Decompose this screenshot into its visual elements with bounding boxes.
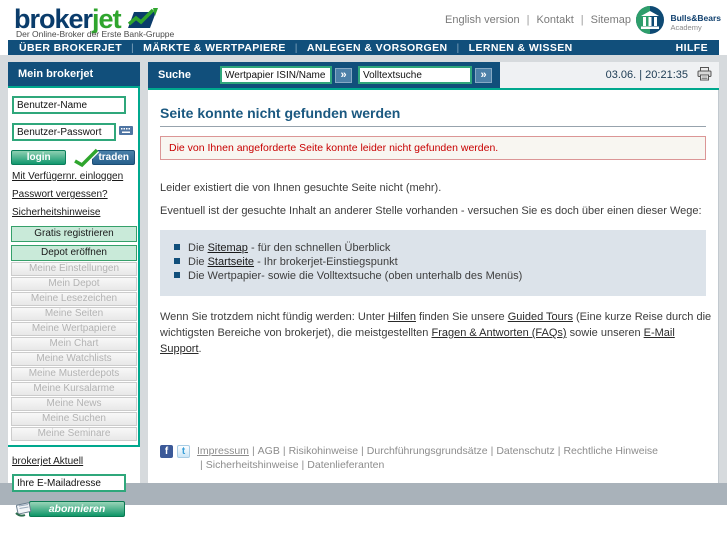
password-row bbox=[11, 123, 135, 141]
separator: | bbox=[580, 14, 584, 26]
header bbox=[0, 0, 727, 40]
nav-anlegen-vorsorgen[interactable]: ANLEGEN & VORSORGEN bbox=[306, 41, 448, 54]
link-sicherheitshinweise[interactable]: Sicherheitshinweise bbox=[12, 207, 101, 218]
sidebar-item-lesezeichen: Meine Lesezeichen bbox=[11, 292, 137, 306]
error-message-box: Die von Ihnen angeforderte Seite konnte leider nicht gefunden werden. bbox=[160, 136, 706, 160]
paragraph-not-exists: Leider existiert die von Ihnen gesuchte Seite nicht (mehr). bbox=[160, 182, 442, 194]
isin-search-input[interactable] bbox=[220, 66, 332, 84]
academy-subtitle: Academy bbox=[670, 23, 702, 32]
square-bullet-icon bbox=[174, 258, 180, 264]
footer-links bbox=[197, 444, 658, 472]
link-sitemap[interactable]: Sitemap bbox=[590, 14, 631, 26]
sidebar-item-news: Meine News bbox=[11, 397, 137, 411]
nav-maerkte-wertpapiere[interactable]: MÄRKTE & WERTPAPIERE bbox=[143, 41, 286, 54]
sidebar-login-menu bbox=[8, 88, 140, 447]
login-button[interactable]: login bbox=[11, 150, 66, 165]
list-item bbox=[174, 269, 692, 283]
nav-hilfe[interactable]: HILFE bbox=[675, 41, 708, 54]
login-buttons-row bbox=[11, 150, 135, 165]
nav-ueber-brokerjet[interactable]: ÜBER BROKERJET bbox=[19, 41, 123, 54]
sidebar-item-kursalarme: Meine Kursalarme bbox=[11, 382, 137, 396]
main-navigation bbox=[8, 40, 719, 55]
link-english-version[interactable]: English version bbox=[445, 14, 520, 26]
search-label: Suche bbox=[158, 69, 192, 81]
sidebar-item-seiten: Meine Seiten bbox=[11, 307, 137, 321]
bullet-text: - Ihr brokerjet-Einstiegspunkt bbox=[254, 256, 398, 268]
risikohinweise-link[interactable]: Risikohinweise bbox=[288, 445, 359, 457]
help-text: (Eine kurze Reise durch die wichtigsten Bereiche von brokerjet), die meistgestellten bbox=[160, 311, 712, 339]
isin-search-submit-button[interactable]: » bbox=[335, 68, 352, 83]
fulltext-search-input[interactable] bbox=[358, 66, 472, 84]
hilfen-link[interactable]: Hilfen bbox=[387, 311, 416, 323]
separator: | bbox=[557, 445, 561, 457]
list-item bbox=[174, 241, 692, 255]
sidebar-item-seminare: Meine Seminare bbox=[11, 427, 137, 441]
abonnieren-button[interactable] bbox=[29, 501, 125, 517]
email-input[interactable] bbox=[12, 474, 126, 492]
traden-button[interactable] bbox=[92, 150, 135, 165]
social-icons bbox=[160, 445, 190, 458]
nav-lernen-wissen[interactable]: LERNEN & WISSEN bbox=[468, 41, 573, 54]
header-links bbox=[445, 14, 631, 26]
main-content bbox=[148, 90, 719, 483]
logo-tagline: Der Online-Broker der Erste Bank-Gruppe bbox=[16, 29, 175, 39]
agb-link[interactable]: AGB bbox=[257, 445, 280, 457]
separator: | bbox=[294, 41, 298, 54]
depot-eroeffnen-button[interactable]: Depot eröffnen bbox=[11, 245, 137, 261]
datenlieferanten-link[interactable]: Datenlieferanten bbox=[307, 459, 385, 471]
sidebar-item-depot: Mein Depot bbox=[11, 277, 137, 291]
sicherheitshinweise-footer-link[interactable]: Sicherheitshinweise bbox=[205, 459, 299, 471]
rechtliche-hinweise-link[interactable]: Rechtliche Hinweise bbox=[563, 445, 658, 457]
abonnieren-label: abonnieren bbox=[48, 503, 106, 515]
date-time-bar bbox=[500, 62, 719, 88]
durchfuehrungsgrundsaetze-link[interactable]: Durchführungsgrundsätze bbox=[366, 445, 488, 457]
square-bullet-icon bbox=[174, 272, 180, 278]
datetime-display: 03.06. | 20:21:35 bbox=[605, 69, 688, 81]
check-chart-icon bbox=[73, 148, 99, 172]
guided-tours-link[interactable]: Guided Tours bbox=[507, 311, 573, 323]
separator: | bbox=[490, 445, 494, 457]
brokerjet-aktuell-link[interactable]: brokerjet Aktuell bbox=[12, 456, 84, 467]
academy-icon bbox=[635, 5, 665, 40]
print-icon[interactable] bbox=[697, 67, 712, 84]
facebook-icon[interactable]: f bbox=[160, 445, 173, 458]
list-item bbox=[174, 255, 692, 269]
help-text: Wenn Sie trotzdem nicht fündig werden: Unter bbox=[160, 311, 388, 323]
paragraph-suggestions: Eventuell ist der gesuchte Inhalt an anderer Stelle vorhanden - versuchen Sie es doch über einen dieser Wege: bbox=[160, 205, 702, 217]
sidebar-item-wertpapiere: Meine Wertpapiere bbox=[11, 322, 137, 336]
virtual-keyboard-icon[interactable] bbox=[119, 125, 133, 139]
separator: | bbox=[131, 41, 135, 54]
link-verfuegernr-login[interactable]: Mit Verfügernr. einloggen bbox=[12, 171, 124, 182]
footer-links-line1 bbox=[197, 444, 658, 458]
bullet-text: Die bbox=[188, 242, 208, 254]
startseite-link[interactable]: Startseite bbox=[207, 256, 255, 268]
help-text: finden Sie unsere bbox=[415, 311, 508, 323]
search-bar bbox=[148, 62, 500, 88]
gratis-registrieren-button[interactable]: Gratis registrieren bbox=[11, 226, 137, 242]
sidebar-item-suchen: Meine Suchen bbox=[11, 412, 137, 426]
help-text: sowie unseren bbox=[566, 327, 644, 339]
newsletter-icon bbox=[14, 500, 34, 522]
sidebar bbox=[8, 62, 140, 515]
sidebar-item-musterdepots: Meine Musterdepots bbox=[11, 367, 137, 381]
separator: | bbox=[200, 459, 203, 471]
sidebar-item-chart: Mein Chart bbox=[11, 337, 137, 351]
newsletter-section bbox=[8, 447, 140, 517]
fulltext-search-submit-button[interactable]: » bbox=[475, 68, 492, 83]
separator: | bbox=[251, 445, 255, 457]
logo-text-broker: broker bbox=[14, 4, 93, 34]
link-passwort-vergessen[interactable]: Passwort vergessen? bbox=[12, 189, 108, 200]
link-kontakt[interactable]: Kontakt bbox=[536, 14, 574, 26]
traden-label: traden bbox=[98, 152, 129, 163]
datenschutz-link[interactable]: Datenschutz bbox=[496, 445, 555, 457]
bullet-text: Die Wertpapier- sowie die Volltextsuche (oben unterhalb des Menüs) bbox=[188, 270, 523, 282]
logo-text-jet: jet bbox=[92, 4, 121, 34]
twitter-icon[interactable]: t bbox=[177, 445, 190, 458]
page-title: Seite konnte nicht gefunden werden bbox=[160, 105, 706, 127]
academy-text bbox=[670, 13, 721, 32]
academy-name: Bulls&Bears bbox=[670, 13, 721, 23]
faq-link[interactable]: Fragen & Antworten (FAQs) bbox=[431, 327, 567, 339]
separator: | bbox=[456, 41, 460, 54]
sitemap-link[interactable]: Sitemap bbox=[207, 242, 248, 254]
help-paragraph bbox=[160, 309, 712, 357]
impressum-link[interactable]: Impressum bbox=[197, 445, 249, 457]
bulls-bears-academy-logo[interactable] bbox=[635, 5, 721, 40]
square-bullet-icon bbox=[174, 244, 180, 250]
separator: | bbox=[361, 445, 364, 457]
accent-divider bbox=[148, 88, 719, 90]
suggestions-box bbox=[160, 230, 706, 296]
sidebar-item-watchlists: Meine Watchlists bbox=[11, 352, 137, 366]
bullet-text: Die bbox=[188, 256, 208, 268]
separator: | bbox=[526, 14, 530, 26]
email-support-link[interactable]: E-Mail Support bbox=[160, 327, 675, 355]
separator: | bbox=[282, 445, 286, 457]
help-text: . bbox=[198, 343, 202, 355]
sidebar-item-einstellungen: Meine Einstellungen bbox=[11, 262, 137, 276]
separator: | bbox=[301, 459, 305, 471]
sidebar-title: Mein brokerjet bbox=[8, 62, 140, 88]
bullet-text: - für den schnellen Überblick bbox=[247, 242, 391, 254]
username-input[interactable] bbox=[12, 96, 126, 114]
footer-links-line2 bbox=[197, 458, 658, 472]
password-input[interactable] bbox=[12, 123, 116, 141]
footer bbox=[160, 444, 658, 472]
